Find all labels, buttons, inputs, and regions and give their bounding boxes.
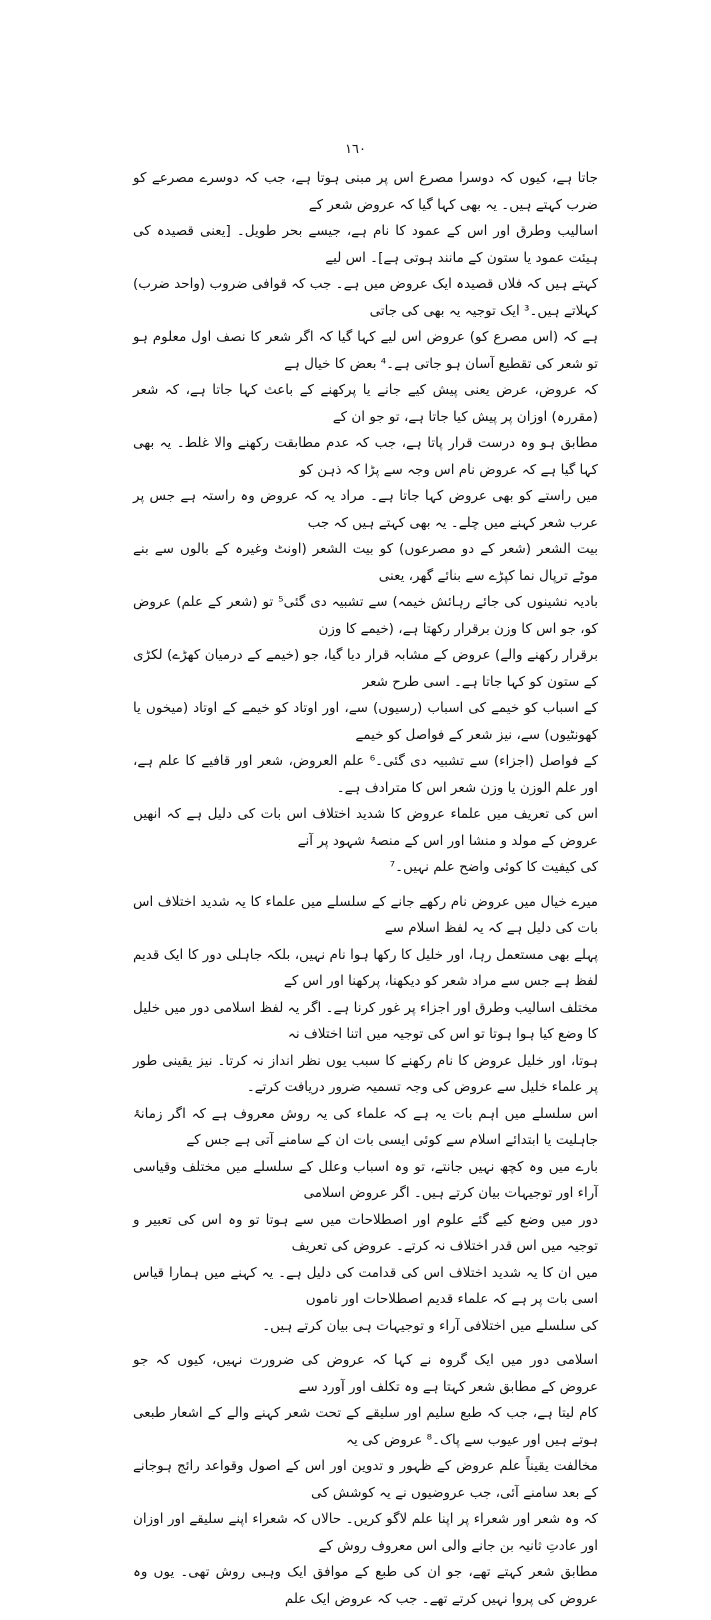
paragraph <box>133 1347 598 1612</box>
text-line: مطابق شعر کہتے تھے، جو ان کی طبع کے موافق ایک وہبی روش تھی۔ یوں وہ عروض کی پروا نہیں کرتے تھے۔ جب کہ عروض ایک علم <box>133 1564 598 1607</box>
text-line: کہ وہ شعر اور شعراء پر اپنا علم لاگو کریں۔ حالاں کہ شعراء اپنے سلیقے اور اوزان اور عادتِ ثانیہ بن جانے والی اس معروف روش کے <box>133 1511 598 1554</box>
text-line: ہوتا، اور خلیل عروض کا نام رکھنے کا سبب یوں نظر انداز نہ کرتا۔ نیز یقینی طور پر علماء خلیل سے عروض کی وجہ تسمیہ ضرور دریافت کرتے۔ <box>133 1052 598 1095</box>
text-line: بیت الشعر (شعر کے دو مصرعوں) کو بیت الشعر (اونٹ وغیرہ کے بالوں سے بنے موٹے ترپال نما کپڑے سے بنائے گھر، یعنی <box>133 541 598 584</box>
text-line: پہلے بھی مستعمل رہا، اور خلیل کا رکھا ہوا نام نہیں، بلکہ جاہلی دور کا ایک قدیم لفظ ہے جس سے مراد شعر کو دیکھنا، پرکھنا اور اس کے <box>133 946 598 989</box>
text-line: بارے میں وہ کچھ نہیں جانتے، تو وہ اسباب وعلل کے سلسلے میں مختلف وقیاسی آراء اور توجیہات بیان کرتے ہیں۔ اگر عروض اسلامی <box>133 1158 598 1201</box>
text-line: جاتا ہے، کیوں کہ دوسرا مصرع اس پر مبنی ہوتا ہے، جب کہ دوسرے مصرعے کو ضرب کہتے ہیں۔ یہ بھی کہا گیا کہ عروض شعر کے <box>133 170 598 213</box>
page-body <box>133 165 598 1620</box>
text-line: اسالیب وطرق اور اس کے عمود کا نام ہے، جیسے بحر طویل۔ [یعنی قصیدہ کی ہیئت عمود یا ستون کے مانند ہوتی ہے]۔ اس لیے <box>133 223 598 266</box>
page-number: ١٦٠ <box>345 142 366 157</box>
text-line: دور میں وضع کیے گئے علوم اور اصطلاحات میں سے ہوتا تو وہ اس کی تعبیر و توجیہ میں اس قدر اختلاف نہ کرتے۔ عروض کی تعریف <box>133 1211 598 1254</box>
text-line: مطابق ہو وہ درست قرار پاتا ہے، جب کہ عدم مطابقت رکھنے والا غلط۔ یہ بھی کہا گیا ہے کہ عروض نام اس وجہ سے پڑا کہ ذہن کو <box>133 435 598 478</box>
text-line: میرے خیال میں عروض نام رکھے جانے کے سلسلے میں علماء کا یہ شدید اختلاف اس بات کی دلیل ہے کہ یہ لفظ اسلام سے <box>133 893 598 936</box>
text-line: اس کی تعریف میں علماء عروض کا شدید اختلاف اس بات کی دلیل ہے کہ انھیں عروض کے مولد و منشا اور اس کے منصۂ شہود پر آنے <box>133 806 598 849</box>
text-line: اسلامی دور میں ایک گروہ نے کہا کہ عروض کی ضرورت نہیں، کیوں کہ جو عروض کے مطابق شعر کہتا ہے وہ تکلف اور آورد سے <box>133 1352 598 1395</box>
paragraph <box>133 165 598 881</box>
paragraph <box>133 889 598 1340</box>
text-line: کے فواصل (اجزاء) سے تشبیہ دی گئی۔⁶ علم العروض، شعر اور قافیے کا علم ہے، اور علم الوزن یا وزن شعر اس کا مترادف ہے۔ <box>133 753 599 796</box>
text-line: کام لیتا ہے، جب کہ طبع سلیم اور سلیقے کے تحت شعر کہنے والے کے اشعار طبعی ہوتے ہیں اور عیوب سے پاک۔⁸ عروض کی یہ <box>133 1405 598 1448</box>
text-line: میں راستے کو بھی عروض کہا جاتا ہے۔ مراد یہ کہ عروض وہ راستہ ہے جس پر عرب شعر کہنے میں چلے۔ یہ بھی کہتے ہیں کہ جب <box>133 488 598 531</box>
text-line: مختلف اسالیب وطرق اور اجزاء پر غور کرنا ہے۔ اگر یہ لفظ اسلامی دور میں خلیل کا وضع کیا ہوا ہوتا تو اس کی توجیہ میں اتنا اختلاف نہ <box>133 999 598 1042</box>
text-line: کہتے ہیں کہ فلاں قصیدہ ایک عروض میں ہے۔ جب کہ قوافی ضروب (واحد ضرب) کہلاتے ہیں۔³ ایک توجیہ یہ بھی کی جاتی <box>133 276 598 319</box>
text-line: اس سلسلے میں اہم بات یہ ہے کہ علماء کی یہ روش معروف ہے کہ اگر زمانۂ جاہلیت یا ابتدائے اسلام سے کوئی ایسی بات ان کے سامنے آتی ہے جس کے <box>133 1105 598 1148</box>
text-line: کے اسباب کو خیمے کی اسباب (رسیوں) سے، اور اوتاد کو خیمے کے اوتاد (میخوں یا کھونٹیوں) سے، نیز شعر کے فواصل کو خیمے <box>133 700 598 743</box>
text-line: کی سلسلے میں اختلافی آراء و توجیہات ہی بیان کرتے ہیں۔ <box>262 1317 598 1334</box>
text-line: ہے کہ (اس مصرع کو) عروض اس لیے کہا گیا کہ اگر شعر کا نصف اول معلوم ہو تو شعر کی تقطیع آسان ہو جاتی ہے۔⁴ بعض کا خیال ہے <box>133 329 598 372</box>
text-line: کی کیفیت کا کوئی واضح علم نہیں۔⁷ <box>389 859 598 875</box>
text-line: میں ان کا یہ شدید اختلاف اس کی قدامت کی دلیل ہے۔ یہ کہنے میں ہمارا قیاس اسی بات پر ہے کہ علماء قدیم اصطلاحات اور ناموں <box>133 1264 598 1307</box>
text-line: کہ عروض، عرض یعنی پیش کیے جانے یا پرکھنے کے باعث کہا جاتا ہے، کہ شعر (مقررہ) اوزان پر پیش کیا جاتا ہے، تو جو ان کے <box>133 382 598 425</box>
text-line: بادیہ نشینوں کی جائے رہائش خیمہ) سے تشبیہ دی گئی⁵ تو (شعر کے علم) عروض کو، جو اس کا وزن برقرار رکھتا ہے، (خیمے کا وزن <box>133 594 599 637</box>
text-line: برقرار رکھنے والے) عروض کے مشابہ قرار دیا گیا، جو (خیمے کے درمیان کھڑے) لکڑی کے ستون کو کہا جاتا ہے۔ اسی طرح شعر <box>133 647 598 690</box>
text-line: مخالفت یقیناً علم عروض کے ظہور و تدوین اور اس کے اصول وقواعد رائج ہوجانے کے بعد سامنے آئی، جب عروضیوں نے یہ کوشش کی <box>133 1458 598 1501</box>
